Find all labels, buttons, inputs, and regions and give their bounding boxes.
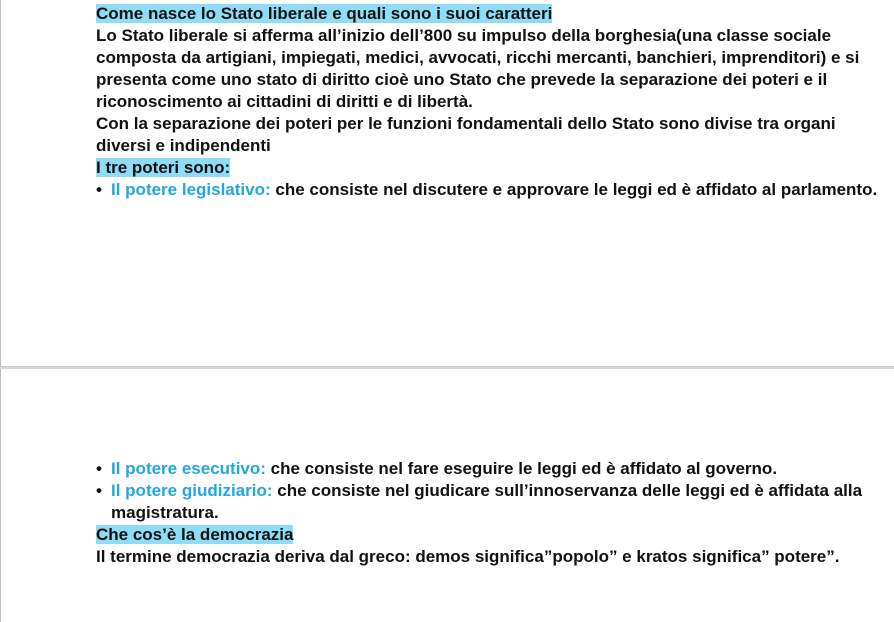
subheading-highlight: I tre poteri sono: — [96, 158, 231, 177]
bullet-term: Il potere legislativo: — [111, 180, 271, 199]
list-item — [96, 179, 886, 201]
page-2-content — [96, 458, 886, 568]
bullet-list-poteri-1 — [96, 179, 886, 201]
bullet-term: Il potere esecutivo: — [111, 459, 266, 478]
bullet-icon: • — [96, 459, 102, 478]
paragraph-separazione-poteri: Con la separazione dei poteri per le funzioni fondamentali dello Stato sono divise tra organi diversi e indipendenti — [96, 114, 836, 155]
subheading-tre-poteri — [96, 157, 886, 179]
heading-highlight: Che cos’è la democrazia — [96, 525, 294, 544]
list-item — [96, 458, 886, 480]
list-item — [96, 480, 886, 524]
bullet-text: che consiste nel fare eseguire le leggi ed è affidato al governo. — [265, 459, 778, 478]
bullet-text: che consiste nel giudicare sull’innoservanza delle leggi ed è affidata alla magistratura. — [111, 481, 863, 522]
bullet-term: Il potere giudiziario: — [111, 481, 273, 500]
section-heading-democrazia — [96, 524, 886, 546]
bullet-icon: • — [96, 481, 102, 500]
section-heading-stato-liberale — [96, 3, 886, 25]
bullet-text: che consiste nel discutere e approvare le leggi ed è affidato al parlamento. — [270, 180, 878, 199]
page-1-content — [96, 3, 886, 201]
bullet-list-poteri-2 — [96, 458, 886, 524]
heading-highlight: Come nasce lo Stato liberale e quali sono i suoi caratteri — [96, 4, 553, 23]
paragraph-democrazia: Il termine democrazia deriva dal greco: demos significa”popolo” e kratos significa” potere”. — [96, 547, 840, 566]
page-2 — [0, 369, 894, 622]
bullet-icon: • — [96, 180, 102, 199]
paragraph-stato-liberale: Lo Stato liberale si afferma all’inizio dell’800 su impulso della borghesia(una classe sociale composta da artigiani, impiegati, medici, avvocati, ricchi mercanti, banchieri, imprenditori) e si presenta come uno stato di diritto cioè uno Stato che prevede la separazione dei poteri e il riconoscimento ai cittadini di diritti e di libertà. — [96, 26, 860, 111]
